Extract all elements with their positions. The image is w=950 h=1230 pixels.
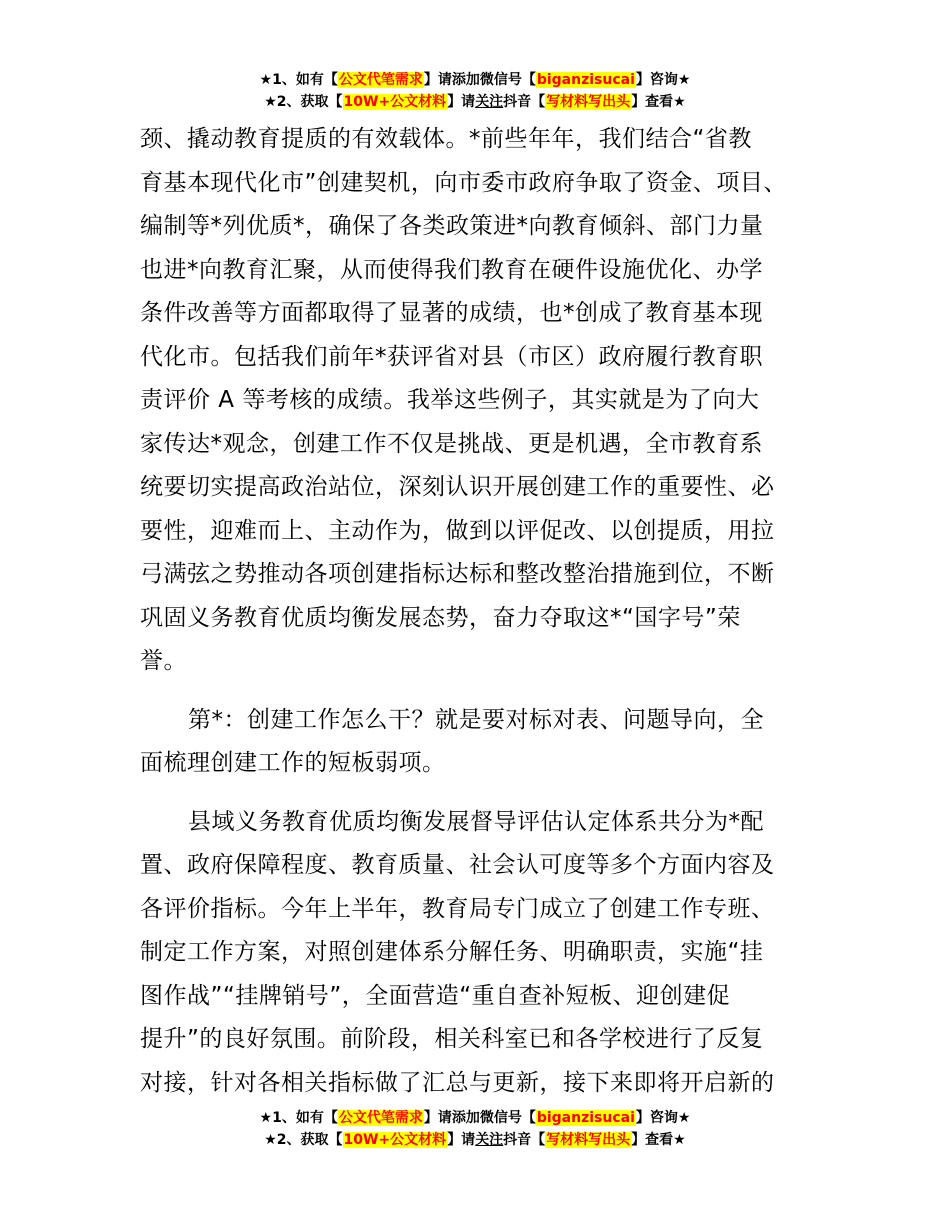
document-body: [140, 118, 820, 1105]
banner-highlight: 10W+公文材料: [343, 1132, 447, 1148]
text-line: 图作战”“挂牌销号”，全面营造“重自查补短板、迎创建促: [140, 982, 731, 1009]
banner-line-2: ★2、获取【10W+公文材料】请关注抖音【写材料写出头】查看★: [264, 1132, 686, 1148]
banner-line-1: ★1、如有【公文代笔需求】请添加微信号【biganzisucai】咨询★: [259, 1110, 691, 1126]
text-line: 提升”的良好氛围。前阶段，相关科室已和各学校进行了反复: [140, 1026, 764, 1052]
text-line: 置、政府保障程度、教育质量、社会认可度等多个方面内容及: [140, 852, 775, 878]
banner-highlight: 写材料写出头: [546, 94, 631, 110]
banner-highlight: biganzisucai: [536, 1110, 635, 1126]
text-line: 弓满弦之势推动各项创建指标达标和整改整治措施到位，不断: [140, 561, 775, 587]
text-line: 誉。: [140, 648, 187, 674]
banner-highlight: biganzisucai: [536, 72, 635, 88]
text-line: 育基本现代化市”创建契机，向市委市政府争取了资金、项目、: [140, 169, 787, 196]
banner-emphasis: 关注: [475, 94, 504, 110]
text-line: 代化市。包括我们前年*获评省对县（市区）政府履行教育职: [140, 343, 763, 370]
text-line: 制定工作方案，对照创建体系分解任务、明确职责，实施“挂: [140, 939, 764, 965]
banner-highlight: 公文代笔需求: [338, 72, 423, 88]
text-line: 对接，针对各相关指标做了汇总与更新，接下来即将开启新的: [140, 1069, 775, 1096]
text-line: 统要切实提高政治站位，深刻认识开展创建工作的重要性、必: [140, 474, 775, 500]
text-line: 条件改善等方面都取得了显著的成绩，也*创成了教育基本现: [140, 300, 763, 326]
text-line: 家传达*观念，创建工作不仅是挑战、更是机遇，全市教育系: [140, 430, 763, 457]
banner-emphasis: 添加: [451, 1110, 480, 1126]
text-line: 县域义务教育优质均衡发展督导评估认定体系共分为*配: [188, 808, 764, 835]
text-line: 第*：创建工作怎么干？就是要对标对表、问题导向，全: [188, 706, 764, 733]
paragraph-2: [140, 699, 820, 786]
paragraph-1: [140, 118, 820, 684]
banner-line-1: ★1、如有【公文代笔需求】请添加微信号【biganzisucai】咨询★: [259, 72, 691, 88]
footer-banner: [0, 1107, 950, 1151]
banner-line-2: ★2、获取【10W+公文材料】请关注抖音【写材料写出头】查看★: [264, 94, 686, 110]
banner-emphasis: 添加: [451, 72, 480, 88]
text-line: 编制等*列优质*，确保了各类政策进*向教育倾斜、部门力量: [140, 213, 764, 239]
banner-highlight: 写材料写出头: [546, 1132, 631, 1148]
text-line: 要性，迎难而上、主动作为，做到以评促改、以创提质，用拉: [140, 517, 775, 544]
text-line: 巩固义务教育优质均衡发展态势，奋力夺取这*“国字号”荣: [140, 604, 741, 631]
text-line: 也进*向教育汇聚，从而使得我们教育在硬件设施优化、办学: [140, 256, 763, 283]
paragraph-3: [140, 801, 820, 1106]
header-banner: [0, 69, 950, 113]
banner-highlight: 10W+公文材料: [343, 94, 447, 110]
banner-emphasis: 关注: [475, 1132, 504, 1148]
text-line: 各评价指标。今年上半年，教育局专门成立了创建工作专班、: [140, 895, 775, 922]
text-line: 责评价 A 等考核的成绩。我举这些例子，其实就是为了向大: [140, 387, 760, 413]
banner-highlight: 公文代笔需求: [338, 1110, 423, 1126]
text-line: 面梳理创建工作的短板弱项。: [140, 750, 446, 776]
text-line: 颈、撬动教育提质的有效载体。*前些年年，我们结合“省教: [140, 126, 752, 152]
